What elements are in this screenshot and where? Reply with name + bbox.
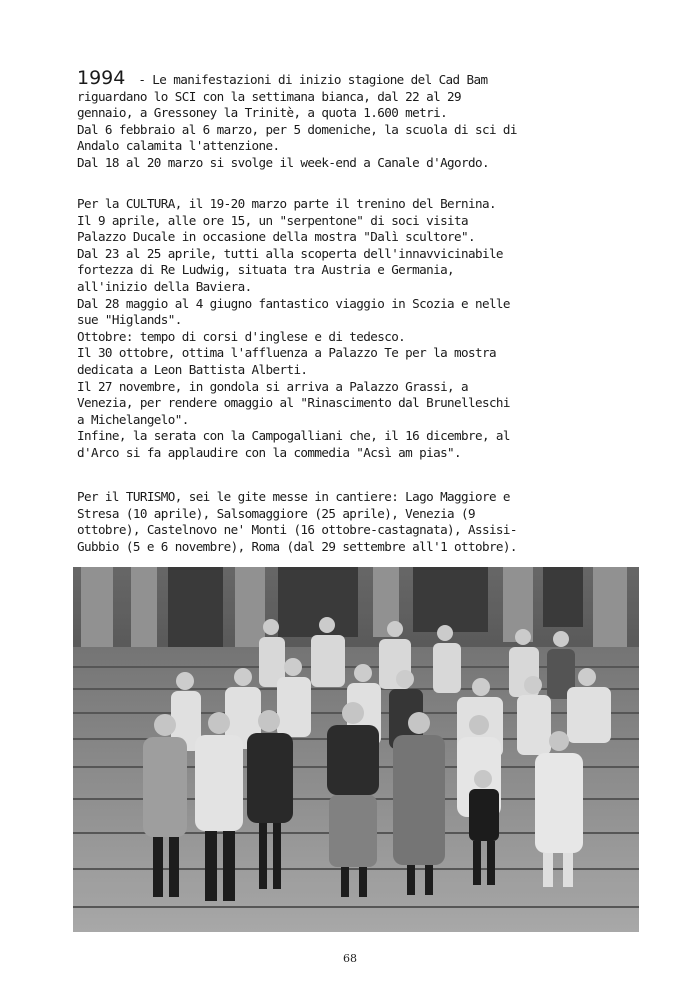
page-number: 68 xyxy=(343,952,357,965)
paragraph-line: Stresa (10 aprile), Salsomaggiore (25 aprile), Venezia (9 xyxy=(77,505,475,521)
group-photo xyxy=(73,567,639,932)
year-heading: 1994 xyxy=(77,67,126,89)
paragraph-line: Dal 28 maggio al 4 giugno fantastico viaggio in Scozia e nelle xyxy=(77,295,510,311)
paragraph-line: gennaio, a Gressoney la Trinitè, a quota 1.600 metri. xyxy=(77,105,448,121)
paragraph-line: ottobre), Castelnovo ne' Monti (16 ottobre-castagnata), Assisi- xyxy=(77,522,517,538)
paragraph-line: Venezia, per rendere omaggio al "Rinascimento dal Brunelleschi xyxy=(77,395,510,411)
paragraph-line: sue "Higlands". xyxy=(77,312,182,328)
paragraph-line: riguardano lo SCI con la settimana bianca, dal 22 al 29 xyxy=(77,88,462,104)
paragraph-line: Ottobre: tempo di corsi d'inglese e di tedesco. xyxy=(77,328,406,344)
paragraph-line: dedicata a Leon Battista Alberti. xyxy=(77,361,308,377)
section-turismo xyxy=(77,489,525,555)
paragraph-line: fortezza di Re Ludwig, situata tra Austria e Germania, xyxy=(77,262,455,278)
paragraph-line: Gubbio (5 e 6 novembre), Roma (dal 29 settembre all'1 ottobre). xyxy=(77,538,517,554)
paragraph-line: Andalo calamita l'attenzione. xyxy=(77,138,280,154)
paragraph-line: Dal 23 al 25 aprile, tutti alla scoperta dell'innavvicinabile xyxy=(77,245,503,261)
group-photo-illustration xyxy=(73,567,639,932)
paragraph-line: Il 27 novembre, in gondola si arriva a Palazzo Grassi, a xyxy=(77,378,468,394)
section-cultura xyxy=(77,196,525,462)
paragraph-line: Il 30 ottobre, ottima l'affluenza a Palazzo Te per la mostra xyxy=(77,345,496,361)
paragraph-line: all'inizio della Baviera. xyxy=(77,278,252,294)
paragraph-line: Per la CULTURA, il 19-20 marzo parte il trenino del Bernina. xyxy=(77,196,496,211)
paragraph-line: Il 9 aprile, alle ore 15, un "serpentone" di soci visita xyxy=(77,212,468,228)
paragraph-line: Palazzo Ducale in occasione della mostra "Dalì scultore". xyxy=(77,229,475,245)
paragraph-line: d'Arco si fa applaudire con la commedia "Acsì am pias". xyxy=(77,444,462,460)
paragraph-line: Infine, la serata con la Campogalliani che, il 16 dicembre, al xyxy=(77,428,510,444)
paragraph-line: Per il TURISMO, sei le gite messe in cantiere: Lago Maggiore e xyxy=(77,489,510,504)
paragraph-line: Dal 18 al 20 marzo si svolge il week-end a Canale d'Agordo. xyxy=(77,154,489,170)
paragraph-line: Dal 6 febbraio al 6 marzo, per 5 domeniche, la scuola di sci di xyxy=(77,121,517,137)
paragraph-line: 1994 - Le manifestazioni di inizio stagione del Cad Bam xyxy=(77,67,488,89)
paragraph-line: a Michelangelo". xyxy=(77,411,189,427)
section-1994 xyxy=(77,67,525,172)
